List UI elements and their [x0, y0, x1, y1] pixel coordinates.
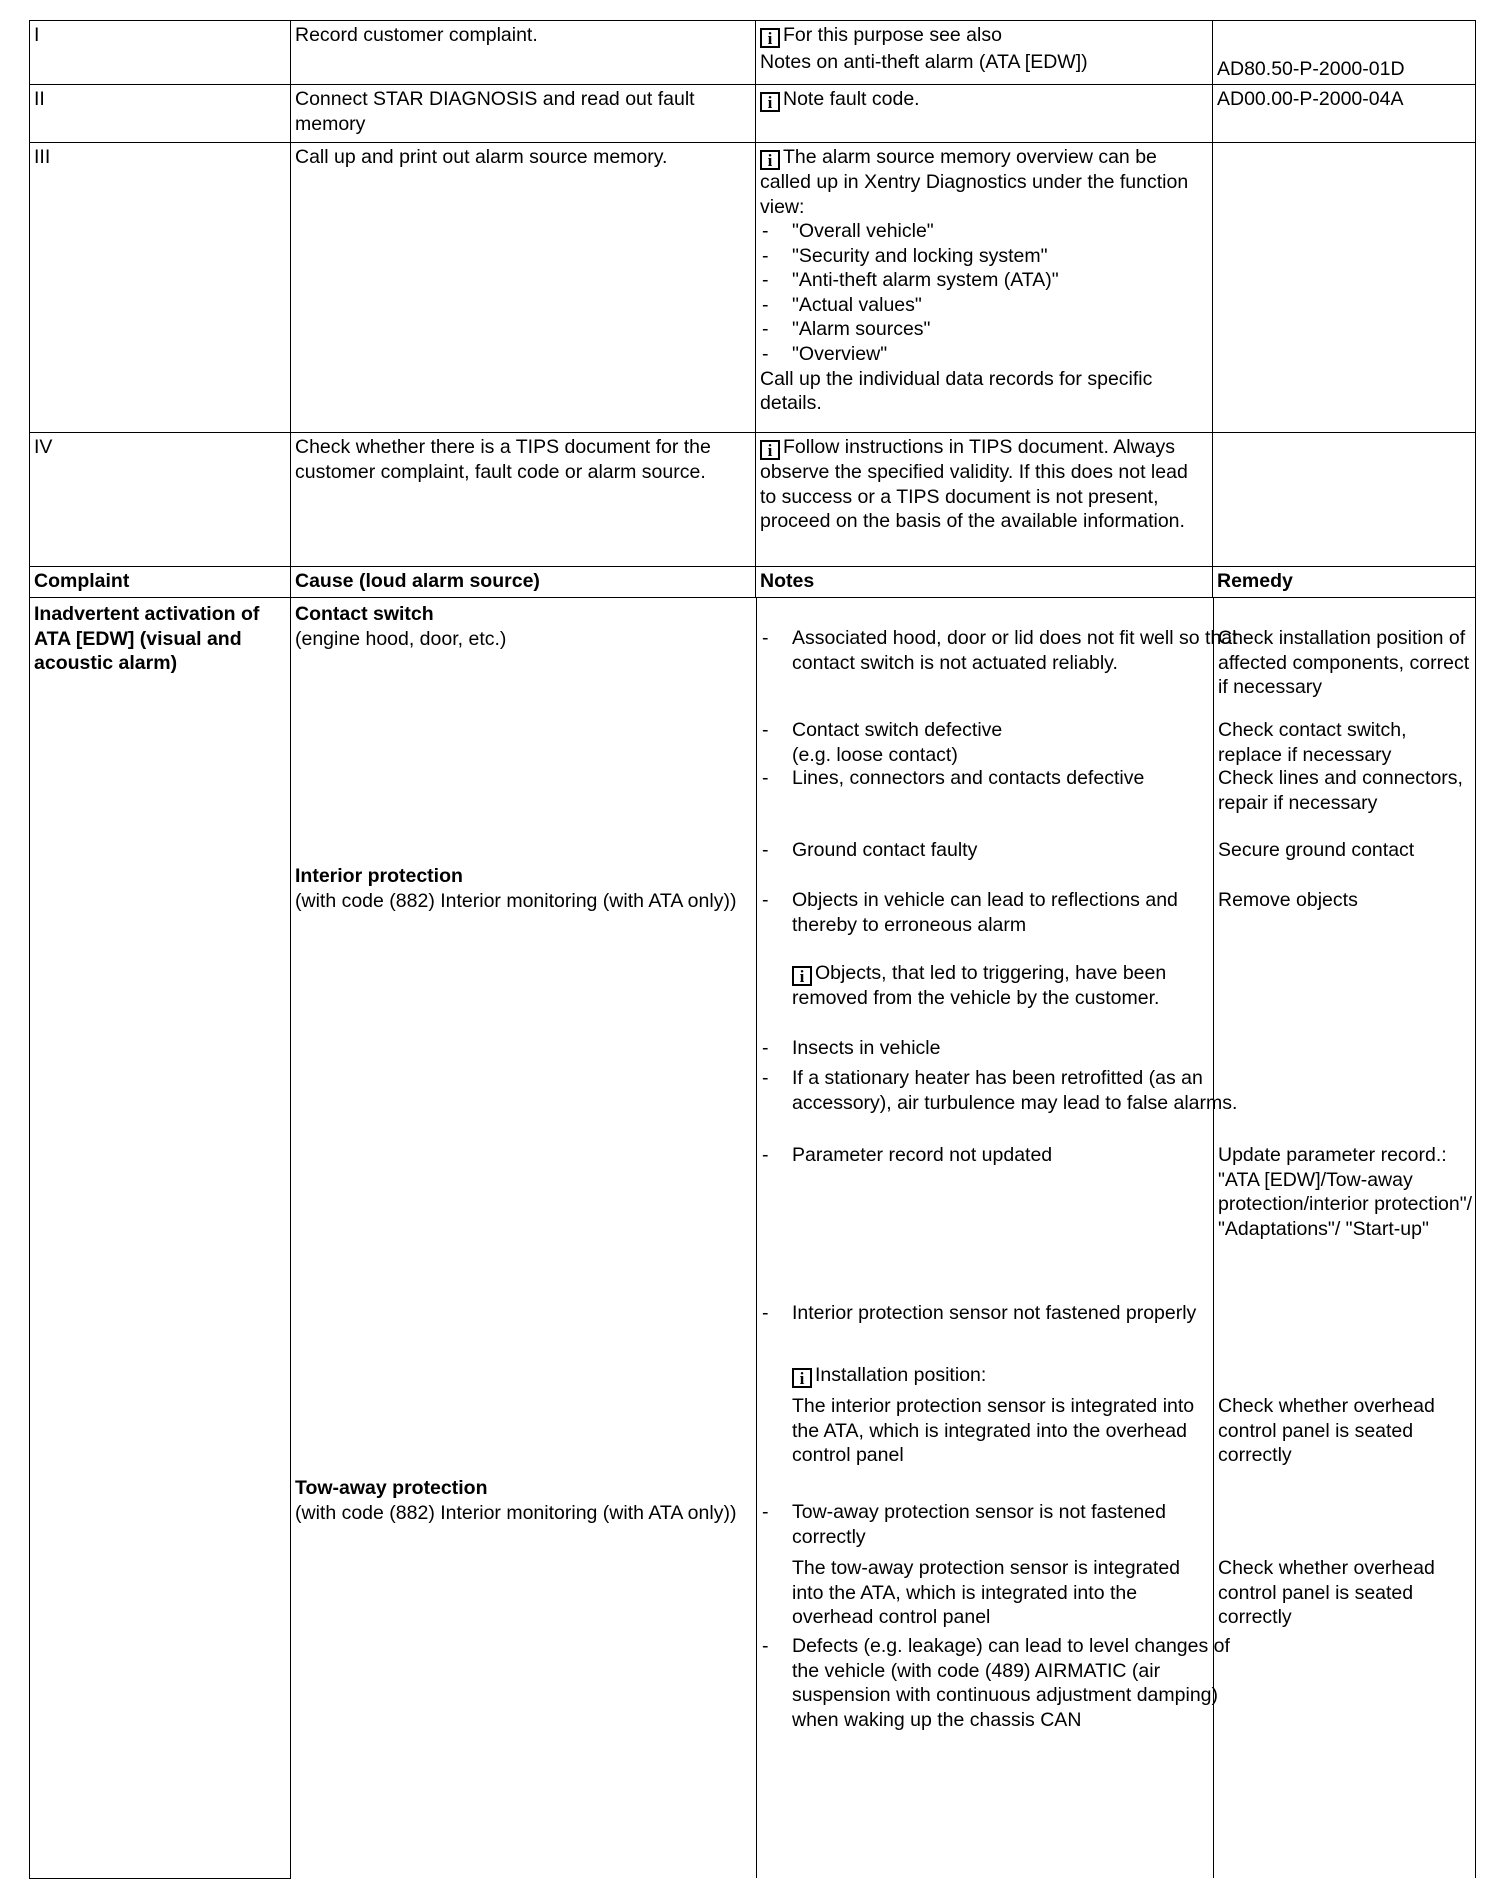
info-note: i Installation position:	[792, 1363, 1206, 1388]
note-item: - Lines, connectors and contacts defective	[762, 767, 1145, 789]
step-reference	[1213, 85, 1476, 143]
note-intro: The alarm source memory overview can be called up in Xentry Diagnostics under the function view:	[760, 146, 1189, 218]
cause-subtitle: (with code (882) Interior monitoring (with ATA only))	[295, 1501, 737, 1524]
note-item: - Associated hood, door or lid does not fit well so that contact switch is not actuated reliably.	[762, 627, 1238, 674]
step-action: Call up and print out alarm source memory.	[291, 143, 756, 433]
diagnosis-table	[29, 20, 1476, 1879]
note-item: - Interior protection sensor not fastened properly	[762, 1302, 1197, 1324]
step-row-2	[30, 85, 1476, 143]
step-notes	[756, 433, 1213, 567]
step-action: Record customer complaint.	[291, 21, 756, 85]
step-row-1	[30, 21, 1476, 85]
header-remedy: Remedy	[1213, 567, 1476, 598]
note-intro: For this purpose see also	[783, 24, 1002, 46]
cause-title: Tow-away protection	[295, 1477, 488, 1499]
cause-title: Interior protection	[295, 865, 463, 887]
reference-code: AD00.00-P-2000-04A	[1217, 88, 1404, 110]
complaint-row	[30, 598, 1476, 1879]
remedy-text: Check installation position of affected components, correct if necessary	[1218, 627, 1470, 699]
note-item: - Ground contact faulty	[762, 839, 978, 861]
remedy-text: Update parameter record.: "ATA [EDW]/Tow-away protection/interior protection"/ "Adaptations"/ "Start-up"	[1218, 1144, 1473, 1240]
note-outro: Call up the individual data records for specific details.	[760, 367, 1153, 415]
remedy-text: Check whether overhead control panel is seated correctly	[1218, 1557, 1435, 1629]
step-notes	[756, 21, 1213, 85]
note-item: - If a stationary heater has been retrofitted (as an accessory), air turbulence may lead to false alarms.	[762, 1067, 1238, 1114]
note-intro: Note fault code.	[783, 88, 920, 110]
complaint-cell: Inadvertent activation of ATA [EDW] (visual and acoustic alarm)	[30, 598, 291, 1879]
function-view-list	[760, 219, 1208, 366]
info-icon: i	[760, 92, 780, 112]
info-icon: i	[760, 28, 780, 48]
cause-subtitle: (with code (882) Interior monitoring (with ATA only))	[295, 889, 737, 912]
cause-subtitle: (engine hood, door, etc.)	[295, 627, 507, 650]
remedy-text: Check whether overhead control panel is seated correctly	[1218, 1395, 1435, 1467]
note-item: - Defects (e.g. leakage) can lead to level changes of the vehicle (with code (489) AIRMATIC (air suspension with continuous adjustment damping) when waking up the chassis CAN	[762, 1635, 1230, 1731]
list-item: - "Actual values"	[760, 293, 1208, 318]
cause-interior-protection	[295, 864, 750, 913]
info-note: i Objects, that led to triggering, have been removed from the vehicle by the customer.	[792, 962, 1167, 1009]
note-intro: Follow instructions in TIPS document. Always observe the specified validity. If this does not lead to success or a TIPS document is not present, proceed on the basis of the available information.	[760, 436, 1188, 533]
step-action: Check whether there is a TIPS document for the customer complaint, fault code or alarm source.	[291, 433, 756, 567]
remedy-text: Check lines and connectors, repair if necessary	[1218, 767, 1463, 814]
info-icon: i	[792, 966, 812, 986]
info-icon: i	[760, 150, 780, 170]
step-notes	[756, 143, 1213, 433]
table-header-row	[30, 567, 1476, 598]
step-reference	[1213, 143, 1476, 433]
header-cause: Cause (loud alarm source)	[291, 567, 756, 598]
note-item: - Objects in vehicle can lead to reflections and thereby to erroneous alarm	[762, 889, 1178, 936]
note-item: - Insects in vehicle	[762, 1037, 941, 1059]
cause-contact-switch	[295, 602, 750, 651]
list-item: - "Overview"	[760, 342, 1208, 367]
list-item: - "Security and locking system"	[760, 244, 1208, 269]
remedy-text: Secure ground contact	[1218, 839, 1415, 861]
step-number: III	[30, 143, 291, 433]
step-number: I	[30, 21, 291, 85]
reference-code: AD80.50-P-2000-01D	[1217, 58, 1405, 81]
remedy-text: Remove objects	[1218, 889, 1358, 911]
remedy-text: Check contact switch, replace if necessary	[1218, 719, 1407, 766]
note-link-text: Notes on anti-theft alarm (ATA [EDW])	[760, 51, 1088, 73]
list-item: - "Overall vehicle"	[760, 219, 1208, 244]
causes-layout	[291, 598, 1475, 1878]
step-action: Connect STAR DIAGNOSIS and read out fault memory	[291, 85, 756, 143]
note-item: - Tow-away protection sensor is not fastened correctly	[762, 1501, 1166, 1548]
header-notes: Notes	[756, 567, 1213, 598]
list-item: - "Alarm sources"	[760, 317, 1208, 342]
header-complaint: Complaint	[30, 567, 291, 598]
step-reference	[1213, 21, 1476, 85]
info-icon: i	[760, 440, 780, 460]
step-notes	[756, 85, 1213, 143]
step-row-3	[30, 143, 1476, 433]
causes-block	[291, 598, 1476, 1879]
info-icon: i	[792, 1368, 812, 1388]
plain-note: The interior protection sensor is integrated into the ATA, which is integrated into the overhead control panel	[792, 1395, 1195, 1467]
step-reference	[1213, 433, 1476, 567]
step-number: IV	[30, 433, 291, 567]
cause-title: Contact switch	[295, 603, 434, 625]
step-number: II	[30, 85, 291, 143]
note-item: - Parameter record not updated	[762, 1144, 1053, 1166]
list-item: - "Anti-theft alarm system (ATA)"	[760, 268, 1208, 293]
step-row-4	[30, 433, 1476, 567]
note-item: - Contact switch defective (e.g. loose contact)	[762, 719, 1003, 766]
cause-tow-away-protection	[295, 1476, 750, 1525]
plain-note: The tow-away protection sensor is integrated into the ATA, which is integrated into the overhead control panel	[792, 1557, 1181, 1629]
